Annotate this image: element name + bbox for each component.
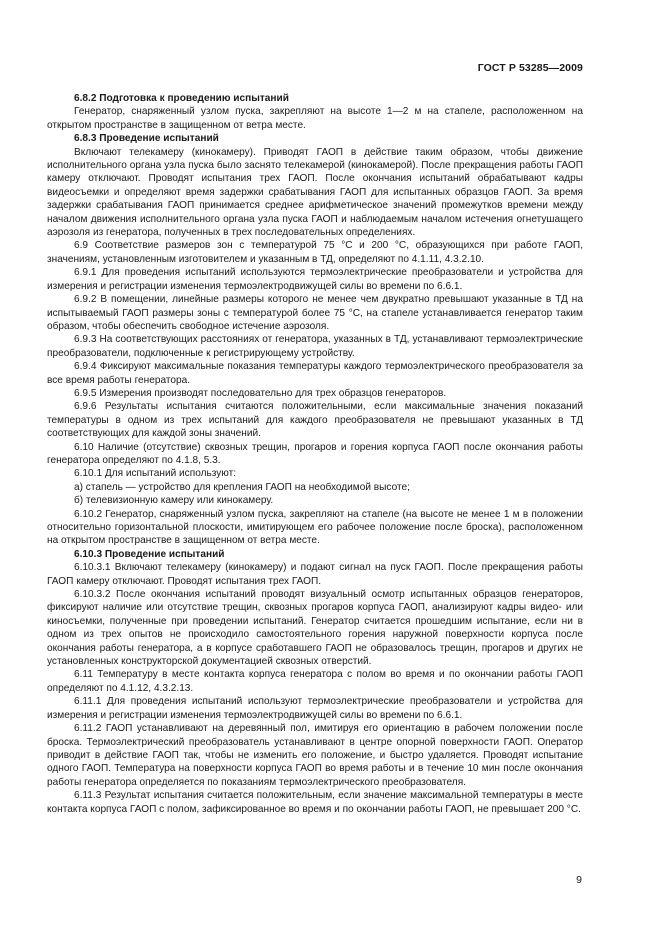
paragraph: 6.9.3 На соответствующих расстояниях от генератора, указанных в ТД, устанавливают термоэлектрические преобразователи, подключенные к регистрирующему устройству. [47, 334, 583, 359]
standard-header: ГОСТ Р 53285—2009 [477, 62, 583, 74]
paragraph: 6.11.1 Для проведения испытаний используют термоэлектрические преобразователи и устройства для измерения и регистрации изменения термоэлектродвижущей силы во времени по 6.6.1. [47, 696, 583, 721]
paragraph: 6.9.5 Измерения производят последовательно для трех образцов генераторов. [74, 387, 447, 399]
paragraph: 6.11 Температуру в месте контакта корпуса генератора с полом во время и по окончании работы ГАОП определяют по 4.1.12, 4.3.2.13. [47, 669, 583, 694]
section-heading: 6.8.2 Подготовка к проведению испытаний [74, 93, 289, 104]
section-heading: 6.10.3 Проведение испытаний [74, 548, 225, 560]
page-number: 9 [576, 874, 582, 886]
paragraph: 6.11.3 Результат испытания считается положительным, если значение максимальной температуры в месте контакта корпуса ГАОП с полом, зафиксированное во время и по окончании работы ГАОП, не превышает 200 °С. [47, 790, 583, 815]
paragraph: 6.9 Соответствие размеров зон с температурой 75 °С и 200 °С, образующихся при работе ГАОП, значениям, установленным изготовителем и указанным в ТД, определяют по 4.1.11, 4.3.2.10. [47, 240, 583, 265]
paragraph: 6.9.1 Для проведения испытаний используются термоэлектрические преобразователи и устройства для измерения и регистрации изменения термоэлектродвижущей силы во времени по 6.6.1. [47, 267, 583, 292]
section-heading: 6.8.3 Проведение испытаний [74, 133, 219, 145]
paragraph: 6.10.3.2 После окончания испытаний проводят визуальный осмотр испытанных образцов генераторов, фиксируют наличие или отсутствие трещин, сквозных прогаров корпуса ГАОП, анализируют кадры видео- или киносъемки, полученные при проведении испытаний. Генератор считается прошедшим испытание, если ни в одном из трех опытов не происходило самостоятельного горения наружной поверхности корпуса после окончания работы генератора, а в корпусе сработавшего ГАОП не образовалось трещин, прогаров и других не установленных конструкторской документацией сквозных отверстий. [47, 589, 583, 668]
list-item: б) телевизионную камеру или кинокамеру. [74, 495, 274, 507]
paragraph: 6.9.6 Результаты испытания считаются положительными, если максимальные значения показаний температуры в одном из трех испытаний для каждого преобразователя не превышают указанных в ТД соответствующих для каждой зоны значений. [47, 401, 583, 440]
paragraph: Включают телекамеру (кинокамеру). Приводят ГАОП в действие таким образом, чтобы движение исполнительного органа узла пуска было заснято телекамерой (кинокамерой). После прекращения работы ГАОП камеру отключают. Проводят испытания трех ГАОП. После окончания испытаний обрабатывают кадры видеосъемки и определяют время задержки срабатывания ГАОП для испытанных образцов ГАОП. За время задержки срабатывания ГАОП принимается среднее арифметическое значений промежутков времени между началом движения исполнительного органа узла пуска ГАОП и наблюдаемым началом истечения огнетушащего аэрозоля из генератора, полученных в трех последовательных определениях. [47, 146, 583, 239]
list-item: а) стапель — устройство для крепления ГАОП на необходимой высоте; [74, 481, 410, 493]
paragraph: Генератор, снаряженный узлом пуска, закрепляют на высоте 1—2 м на стапеле, расположенном на открытом пространстве в защищенном от ветра месте. [47, 106, 583, 131]
paragraph: 6.10.1 Для испытаний используют: [74, 468, 237, 480]
paragraph: 6.10.3.1 Включают телекамеру (кинокамеру) и подают сигнал на пуск ГАОП. После прекращения работы ГАОП камеру отключают. Проводят испытания трех ГАОП. [47, 562, 583, 587]
paragraph: 6.10.2 Генератор, снаряженный узлом пуска, закрепляют на стапеле (на высоте не менее 1 м в положении относительно горизонтальной плоскости, имитирующем его рабочее положение после броска), расположенном на открытом пространстве в защищенном от ветра месте. [47, 508, 583, 547]
paragraph: 6.9.4 Фиксируют максимальные показания температуры каждого термоэлектрического преобразователя за все время работы генератора. [47, 361, 583, 386]
paragraph: 6.10 Наличие (отсутствие) сквозных трещин, прогаров и горения корпуса ГАОП после окончания работы генератора определяют по 4.1.8, 5.3. [47, 441, 583, 466]
document-body [47, 92, 583, 816]
paragraph: 6.11.2 ГАОП устанавливают на деревянный пол, имитируя его ориентацию в рабочем положении после броска. Термоэлектрический преобразователь устанавливают в центре опорной поверхности ГАОП. Оператор приводит в действие ГАОП так, чтобы не изменить его положение, и быстро удаляется. Проводят испытание одного ГАОП. Температура на поверхности корпуса ГАОП во время работы и в течение 10 мин после окончания работы генератора определяется по показаниям термоэлектрического преобразователя. [47, 723, 583, 788]
paragraph: 6.9.2 В помещении, линейные размеры которого не менее чем двукратно превышают указанные в ТД на испытываемый ГАОП размеры зоны с температурой более 75 °С, на стапеле устанавливается генератор таким образом, чтобы обеспечить свободное истечение аэрозоля. [47, 294, 583, 332]
